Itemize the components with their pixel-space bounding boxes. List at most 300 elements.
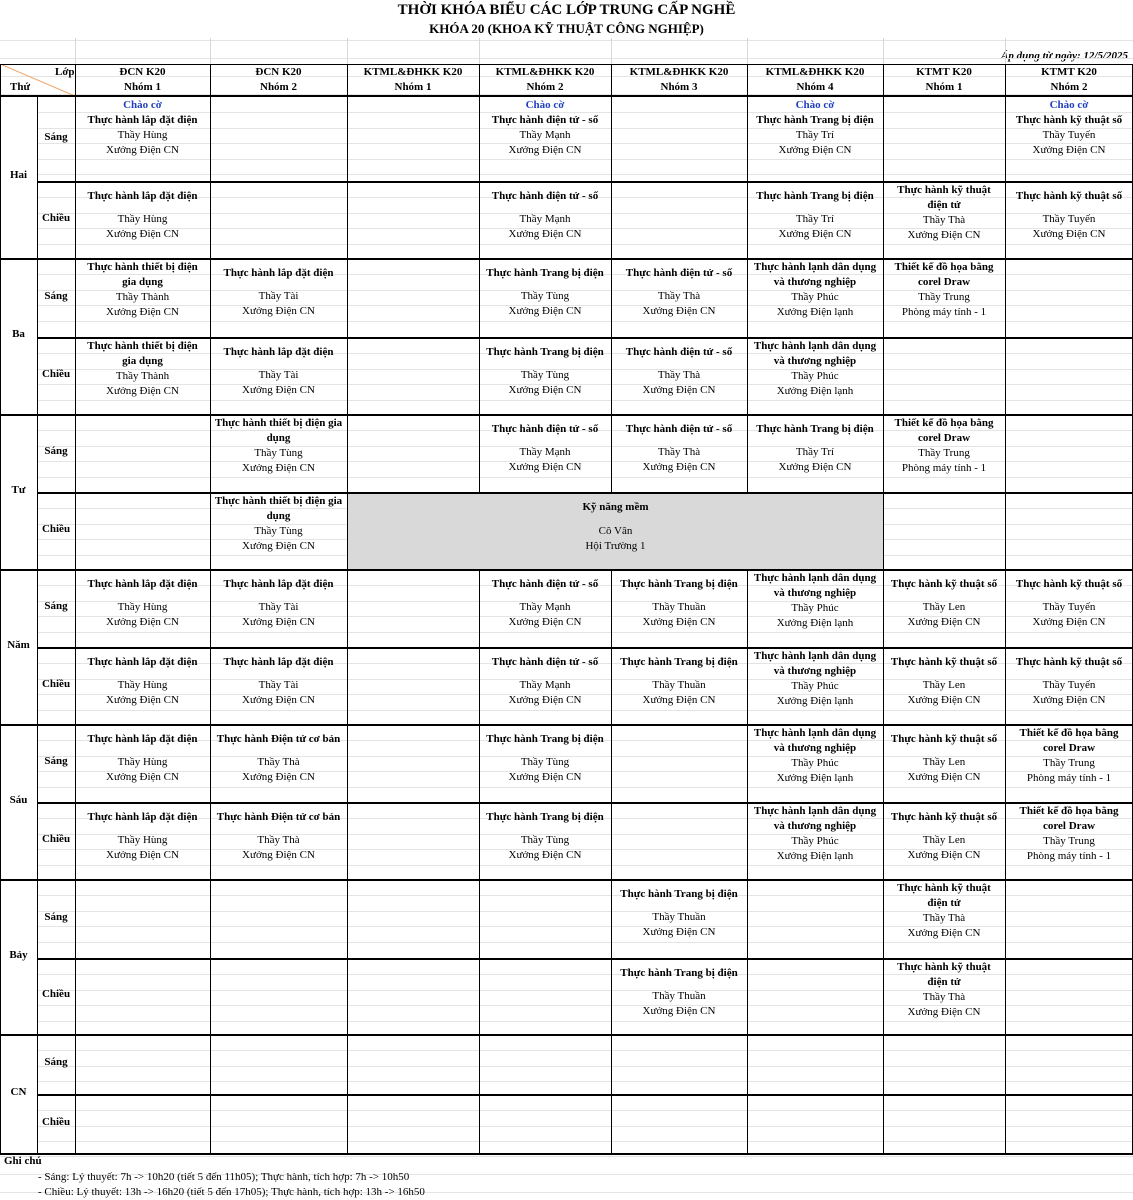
spacer [611,592,747,600]
sheet-gridline [37,1066,1133,1067]
class-cell [75,189,210,242]
sheet-gridline [37,787,1133,788]
room-name: Xưởng Điện CN [242,462,315,474]
subject-name: Thực hành điện tử - số [491,190,599,202]
column-header-class: KTML&ĐHKK K20 [495,66,595,78]
class-cell [611,655,747,708]
table-rule [210,64,211,1153]
teacher-name: Thầy Thành [115,370,170,382]
room-name: Xưởng Điện CN [642,616,716,628]
class-cell [611,966,747,1019]
sheet-gridline [37,1110,1133,1111]
room-name: Xưởng Điện CN [242,305,315,317]
table-rule [747,569,748,1153]
spacer [883,592,1005,600]
room-name: Xưởng Điện CN [907,927,981,939]
sheet-gridline [747,38,748,64]
merged-room: Hội Trường 1 [585,540,646,552]
table-rule [37,647,1133,649]
table-rule [37,1094,1133,1096]
subject-name: và thương nghiệp [773,276,857,288]
subject-name: Thực hành Điện tử cơ bản [216,733,341,745]
room-name: Xưởng Điện CN [1032,228,1106,240]
teacher-name: Thầy Hùng [117,601,168,613]
spacer [479,204,611,212]
class-cell [883,183,1005,243]
teacher-name: Thầy Mạnh [519,679,571,691]
room-name: Xưởng Điện CN [907,771,981,783]
subject-name: điện tử [927,199,961,211]
class-cell [210,577,347,630]
class-cell [210,266,347,319]
teacher-name: Thầy Tuyến [1042,129,1096,141]
spacer [210,281,347,289]
spacer [611,670,747,678]
spacer [210,360,347,368]
room-name: Xưởng Điện lạnh [776,306,854,318]
day-label: Tư [11,483,26,496]
room-name: Xưởng Điện CN [242,694,315,706]
column-header-group: Nhóm 1 [394,81,432,93]
table-rule [37,337,1133,339]
room-name: Xưởng Điện CN [106,771,179,783]
teacher-name: Thầy Len [922,601,966,613]
sheet-gridline [37,1141,1133,1142]
subject-name: Thực hành Trang bị điện [486,346,604,358]
room-name: Xưởng Điện CN [106,849,179,861]
teacher-name: Thầy Trí [795,213,835,225]
room-name: Xưởng Điện CN [508,849,582,861]
table-rule [347,64,348,1153]
teacher-name: Thầy Thuần [652,911,706,923]
table-rule [0,1153,1133,1155]
note-morning: - Sáng: Lý thuyết: 7h -> 10h20 (tiết 5 đến 11h05); Thực hành, tích hợp: 7h -> 10h50 [38,1171,410,1183]
room-name: Xưởng Điện CN [642,305,716,317]
class-cell [883,260,1005,320]
subject-name: Thực hành Trang bị điện [620,578,738,590]
spacer [479,825,611,833]
subject-name: Thực hành lắp đặt điện [87,733,198,745]
sheet-gridline [37,865,1133,866]
sheet-gridline [479,38,480,64]
subject-name: Thực hành kỹ thuật số [890,811,998,823]
subject-name: gia dụng [122,355,163,367]
room-name: Phòng máy tính - 1 [1026,772,1112,784]
subject-name: Thực hành kỹ thuật [897,184,991,196]
column-header-class: KTMT K20 [1041,66,1097,78]
room-name: Xưởng Điện CN [907,694,981,706]
table-rule [37,96,38,1153]
column-header-class: KTMT K20 [916,66,972,78]
subject-name: Thiết kế đồ họa bằng [894,261,994,273]
sheet-gridline [37,1081,1133,1082]
teacher-name: Thầy Trung [1043,757,1095,769]
spacer [479,360,611,368]
class-cell [1005,655,1133,708]
subject-name: Thực hành kỹ thuật số [890,656,998,668]
teacher-name: Thầy Phúc [791,757,839,769]
subject-name: dụng [266,432,291,444]
teacher-name: Thầy Phúc [791,835,839,847]
apply-date: Áp dụng từ ngày: 12/5/2025 [1001,50,1128,62]
class-cell [479,422,611,475]
room-name: Xưởng Điện CN [1032,616,1106,628]
class-cell [1005,189,1133,242]
room-name: Xưởng Điện CN [642,1005,716,1017]
sheet-gridline [37,244,1133,245]
sheet-gridline [37,632,1133,633]
spacer [75,825,210,833]
table-rule [883,64,884,1153]
table-rule [611,569,612,1153]
teacher-name: Thầy Thà [657,290,701,302]
table-rule [37,802,1133,804]
class-cell [883,732,1005,785]
room-name: Phòng máy tính - 1 [901,462,987,474]
class-cell [747,98,883,158]
teacher-name: Thầy Thà [922,912,966,924]
merged-subject: Kỹ năng mềm [582,501,649,513]
room-name: Phòng máy tính - 1 [901,306,987,318]
session-label-afternoon: Chiều [41,677,71,690]
teacher-name: Thầy Thà [657,446,701,458]
session-label-afternoon: Chiều [41,211,71,224]
spacer [611,360,747,368]
session-label-afternoon: Chiều [41,988,71,1000]
sheet-gridline [0,1156,1133,1157]
subject-name: corel Draw [917,276,971,288]
merged-teacher: Cô Vân [598,525,633,537]
sheet-gridline [210,38,211,64]
room-name: Xưởng Điện CN [642,384,716,396]
sheet-gridline [37,1021,1133,1022]
room-name: Xưởng Điện CN [642,461,716,473]
room-name: Xưởng Điện lạnh [776,850,854,862]
spacer [883,747,1005,755]
subject-name: Thực hành lạnh dân dụng [753,572,877,584]
day-label: CN [10,1085,27,1098]
spacer [210,825,347,833]
teacher-name: Thầy Hùng [117,213,168,225]
subject-name: Thực hành lắp đặt điện [223,346,334,358]
spacer [479,592,611,600]
subject-name: Thực hành điện tử - số [491,578,599,590]
spacer [1005,670,1133,678]
teacher-name: Thầy Len [922,834,966,846]
table-rule [0,414,1133,416]
sheet-gridline [37,400,1133,401]
column-header-group: Nhóm 3 [660,81,698,93]
teacher-name: Thầy Tùng [520,834,570,846]
note-afternoon: - Chiều: Lý thuyết: 13h -> 16h20 (tiết 5 đến 17h05); Thực hành, tích hợp: 13h -> 16h50 [38,1186,425,1198]
spacer [1005,204,1133,212]
room-name: Xưởng Điện lạnh [776,695,854,707]
subject-name: Thực hành Trang bị điện [756,190,874,202]
teacher-name: Thầy Trí [795,446,835,458]
teacher-name: Thầy Tuyến [1042,679,1096,691]
subject-name: điện tử [927,897,961,909]
room-name: Xưởng Điện CN [106,228,179,240]
subject-name: và thương nghiệp [773,820,857,832]
subject-name: Thực hành lạnh dân dụng [753,261,877,273]
room-name: Xưởng Điện CN [508,228,582,240]
class-cell [611,345,747,398]
class-cell [1005,577,1133,630]
table-rule [747,64,748,493]
spacer [210,670,347,678]
teacher-name: Thầy Tùng [520,290,570,302]
class-cell [210,345,347,398]
session-label-morning: Sáng [44,289,68,302]
subject-name: Thực hành lắp đặt điện [223,578,334,590]
teacher-name: Thầy Trung [918,291,970,303]
room-name: Xưởng Điện lạnh [776,385,854,397]
class-cell [75,260,210,320]
sheet-gridline [611,38,612,64]
sheet-gridline [37,174,1133,175]
teacher-name: Thầy Thành [115,291,170,303]
class-cell [210,494,347,554]
day-label: Bảy [9,948,28,961]
spacer [479,437,611,445]
subject-name: Thực hành điện tử - số [491,423,599,435]
class-cell [75,810,210,863]
table-rule [37,181,1133,183]
table-rule [1005,64,1006,1153]
class-cell [747,726,883,786]
subject-name: Thực hành lạnh dân dụng [753,727,877,739]
class-cell [210,810,347,863]
flag-ceremony: Chào cờ [795,99,835,111]
class-cell [747,804,883,864]
class-cell [747,422,883,475]
flag-ceremony: Chào cờ [525,99,565,111]
room-name: Xưởng Điện CN [642,694,716,706]
class-cell [479,345,611,398]
room-name: Xưởng Điện CN [242,849,315,861]
teacher-name: Thầy Trung [1043,835,1095,847]
subject-name: Thực hành Trang bị điện [486,733,604,745]
class-cell [883,960,1005,1020]
subject-name: Thực hành lạnh dân dụng [753,340,877,352]
flag-ceremony: Chào cờ [1049,99,1089,111]
subject-name: Thực hành điện tử - số [625,267,733,279]
subject-name: Thực hành kỹ thuật số [1015,114,1123,126]
class-cell [75,577,210,630]
subject-name: Thực hành kỹ thuật số [1015,190,1123,202]
teacher-name: Thầy Thuần [652,990,706,1002]
class-cell [479,189,611,242]
subject-name: corel Draw [1042,820,1096,832]
spacer [1005,592,1133,600]
class-cell [611,577,747,630]
session-label-morning: Sáng [44,130,68,143]
flag-ceremony: Chào cờ [123,99,162,111]
subject-name: Thực hành kỹ thuật [897,882,991,894]
class-cell [747,339,883,399]
spacer [611,437,747,445]
teacher-name: Thầy Len [922,679,966,691]
teacher-name: Thầy Tài [258,601,299,613]
subject-name: Thực hành thiết bị điện gia [214,495,343,507]
class-cell [611,422,747,475]
room-name: Xưởng Điện CN [106,306,179,318]
room-name: Xưởng Điện CN [242,540,315,552]
class-cell [75,98,210,158]
class-cell [1005,98,1133,158]
sheet-gridline [0,58,1133,59]
subject-name: corel Draw [917,432,971,444]
class-cell [479,810,611,863]
session-label-morning: Sáng [44,910,68,923]
column-header-group: Nhóm 1 [925,81,963,93]
spacer [210,592,347,600]
sheet-gridline [37,159,1133,160]
spacer [479,281,611,289]
subject-name: và thương nghiệp [773,587,857,599]
spacer [883,670,1005,678]
class-cell [1005,726,1133,786]
teacher-name: Thầy Thà [257,834,300,846]
teacher-name: Thầy Tùng [254,525,303,537]
spacer [479,670,611,678]
table-rule [0,258,1133,260]
teacher-name: Thầy Tuyến [1042,601,1096,613]
column-header-group: Nhóm 4 [796,81,834,93]
teacher-name: Thầy Mạnh [519,213,571,225]
subject-name: Thực hành thiết bị điện [87,261,198,273]
room-name: Xưởng Điện CN [778,461,852,473]
class-cell [883,416,1005,476]
subject-name: Thực hành Trang bị điện [486,267,604,279]
teacher-name: Thầy Tuyến [1042,213,1096,225]
sheet-gridline [883,38,884,64]
room-name: Xưởng Điện CN [907,229,981,241]
room-name: Xưởng Điện CN [508,616,582,628]
teacher-name: Thầy Tùng [520,756,570,768]
subject-name: Thực hành Trang bị điện [620,656,738,668]
sheet-gridline [37,1126,1133,1127]
spacer [479,747,611,755]
page-subtitle: KHÓA 20 (KHOA KỸ THUẬT CÔNG NGHIỆP) [429,21,704,36]
subject-name: Thực hành lắp đặt điện [223,267,334,279]
room-name: Xưởng Điện CN [508,694,582,706]
class-cell [210,416,347,476]
subject-name: Thực hành lắp đặt điện [223,656,334,668]
subject-name: Thực hành kỹ thuật số [890,578,998,590]
sheet-gridline [37,477,1133,478]
spacer [747,437,883,445]
class-cell [883,577,1005,630]
subject-name: và thương nghiệp [773,665,857,677]
class-cell [747,260,883,320]
teacher-name: Thầy Thuần [652,679,706,691]
class-cell [611,887,747,940]
teacher-name: Thầy Hùng [117,756,168,768]
teacher-name: Thầy Len [922,756,966,768]
sheet-gridline [37,710,1133,711]
room-name: Xưởng Điện CN [106,616,179,628]
column-header-class: ĐCN K20 [119,66,166,78]
teacher-name: Thầy Hùng [117,129,168,141]
subject-name: Thực hành lạnh dân dụng [753,650,877,662]
room-name: Xưởng Điện CN [508,144,582,156]
spacer [611,981,747,989]
day-label: Hai [9,169,28,181]
class-cell [210,655,347,708]
notes-title: Ghi chú [4,1155,42,1167]
subject-name: Thực hành kỹ thuật [897,961,991,973]
session-label-afternoon: Chiều [41,367,71,380]
teacher-name: Thầy Thà [922,214,966,226]
sheet-gridline [75,38,76,64]
teacher-name: Thầy Tùng [254,447,303,459]
subject-name: và thương nghiệp [773,355,857,367]
teacher-name: Thầy Trí [795,129,835,141]
table-rule [0,95,1133,97]
room-name: Xưởng Điện CN [778,144,852,156]
table-rule [75,64,76,1153]
room-name: Xưởng Điện lạnh [776,772,854,784]
teacher-name: Thầy Phúc [791,680,839,692]
subject-name: Thực hành điện tử - số [625,423,733,435]
column-header-class: KTML&ĐHKK K20 [363,66,463,78]
spacer [75,592,210,600]
room-name: Xưởng Điện CN [242,771,315,783]
teacher-name: Thầy Tài [258,679,299,691]
spacer [75,747,210,755]
subject-name: Thực hành lắp đặt điện [87,190,198,202]
day-label: Sáu [9,793,28,806]
subject-name: Thực hành điện tử - số [625,346,733,358]
class-cell [479,577,611,630]
day-label: Ba [12,328,25,340]
class-cell [1005,804,1133,864]
subject-name: Thực hành lắp đặt điện [87,578,198,590]
session-label-afternoon: Chiều [41,832,71,845]
subject-name: Thực hành kỹ thuật số [890,733,998,745]
subject-name: Thực hành Trang bị điện [620,888,738,900]
teacher-name: Thầy Tài [258,290,299,302]
class-cell [75,732,210,785]
subject-name: Thiết kế đồ họa bằng [1019,727,1119,739]
table-rule [37,492,1133,494]
teacher-name: Thầy Mạnh [519,601,571,613]
spacer [75,670,210,678]
subject-name: Thiết kế đồ họa bằng [894,417,994,429]
subject-name: Thực hành Trang bị điện [620,967,738,979]
class-cell [747,571,883,631]
table-rule [0,64,1,1153]
class-cell [883,810,1005,863]
class-label: Lớp [55,66,75,78]
spacer [611,902,747,910]
subject-name: Thiết kế đồ họa bằng [1019,805,1119,817]
subject-name: Thực hành điện tử - số [491,114,599,126]
column-header-class: KTML&ĐHKK K20 [765,66,865,78]
table-rule [479,569,480,1153]
subject-name: Thực hành thiết bị điện gia [214,417,343,429]
column-header-group: Nhóm 2 [260,81,297,93]
column-header-group: Nhóm 1 [124,81,161,93]
room-name: Xưởng Điện CN [508,771,582,783]
subject-name: corel Draw [1042,742,1096,754]
session-label-morning: Sáng [44,445,68,457]
column-header-class: ĐCN K20 [255,66,302,78]
spacer [75,204,210,212]
teacher-name: Thầy Thà [922,991,966,1003]
teacher-name: Thầy Thà [257,756,300,768]
